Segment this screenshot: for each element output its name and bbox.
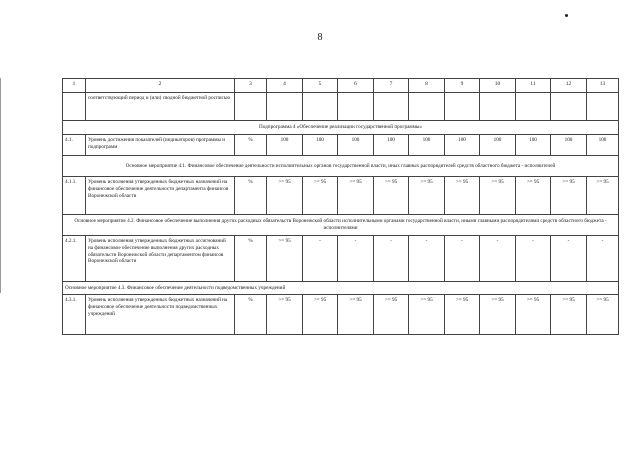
value-cell: >= 95	[267, 177, 303, 215]
value-cell: -	[338, 236, 374, 282]
value-cell: -	[409, 236, 445, 282]
header-cell: 4	[267, 79, 303, 93]
unit-cell: %	[235, 177, 267, 215]
table-row	[63, 236, 619, 282]
value-cell: -	[445, 236, 480, 282]
value-cell: -	[516, 236, 551, 282]
indicator-text: Уровень исполнения утвержденных бюджетных ассигнований на финансовое обеспечение выполнения других расходных обязательств Воронежской области департаментом финансов Воронежской области	[86, 236, 235, 282]
header-cell: 12	[551, 79, 587, 93]
value-cell: >= 95	[374, 177, 409, 215]
header-cell: 11	[516, 79, 551, 93]
value-cell: 100	[338, 135, 374, 156]
value-cell: >= 95	[338, 177, 374, 215]
value-cell: -	[303, 236, 338, 282]
header-cell: 9	[445, 79, 480, 93]
value-cell: >= 95	[267, 236, 303, 282]
header-cell: 10	[480, 79, 516, 93]
row-number: 4.1.1.	[63, 177, 86, 215]
header-cell: 13	[587, 79, 619, 93]
value-cell: >= 95	[516, 177, 551, 215]
value-cell: >= 95	[587, 177, 619, 215]
table-row	[63, 93, 619, 121]
value-cell: >= 95	[303, 177, 338, 215]
indicator-text: Уровень достижения показателей (индикаторов) программы и подпрограмм	[86, 135, 235, 156]
value-cell: >= 95	[267, 295, 303, 335]
value-cell: >= 95	[409, 177, 445, 215]
subprogram-row	[63, 121, 619, 135]
header-cell: 6	[338, 79, 374, 93]
table-row	[63, 135, 619, 156]
value-cell: >= 95	[303, 295, 338, 335]
header-cell: 3	[235, 79, 267, 93]
table-row	[63, 177, 619, 215]
value-cell: >= 95	[445, 295, 480, 335]
value-cell: 100	[516, 135, 551, 156]
header-cell: 1	[63, 79, 86, 93]
value-cell: 100	[374, 135, 409, 156]
header-cell: 5	[303, 79, 338, 93]
scan-margin-line	[0, 78, 1, 293]
value-cell: 100	[445, 135, 480, 156]
value-cell: >= 95	[551, 295, 587, 335]
activity-row	[63, 156, 619, 177]
indicators-table	[62, 78, 619, 335]
unit-cell: %	[235, 236, 267, 282]
value-cell: 100	[409, 135, 445, 156]
value-cell: >= 95	[374, 295, 409, 335]
value-cell: >= 95	[445, 177, 480, 215]
activity-row	[63, 215, 619, 236]
value-cell: >= 95	[480, 177, 516, 215]
value-cell: >= 95	[409, 295, 445, 335]
activity-row	[63, 282, 619, 295]
activity-title: Основное мероприятие 4.3. Финансовое обеспечение деятельности подведомственных учреждений	[63, 282, 619, 295]
value-cell: >= 95	[480, 295, 516, 335]
scan-dot	[565, 14, 568, 17]
value-cell: 100	[480, 135, 516, 156]
row-number: 4.2.1.	[63, 236, 86, 282]
header-cell: 2	[86, 79, 235, 93]
unit-cell: %	[235, 295, 267, 335]
value-cell: 100	[267, 135, 303, 156]
indicator-text: Уровень исполнения утвержденных бюджетных назначений на финансовое обеспечение деятельности подведомственных учреждений	[86, 295, 235, 335]
value-cell: >= 95	[338, 295, 374, 335]
value-cell: -	[587, 236, 619, 282]
activity-title: Основное мероприятие 4.1. Финансовое обеспечение деятельности исполнительных органов государственной власти, иных главных распорядителей средств областного бюджета - исполнителей	[63, 156, 619, 177]
indicator-text: соответствующий период и (или) сводной бюджетной росписью	[86, 93, 235, 121]
row-number: 4.3.1.	[63, 295, 86, 335]
value-cell: >= 95	[516, 295, 551, 335]
value-cell: -	[551, 236, 587, 282]
header-cell: 8	[409, 79, 445, 93]
row-number: 4.1.	[63, 135, 86, 156]
header-cell: 7	[374, 79, 409, 93]
table-row	[63, 295, 619, 335]
value-cell: -	[374, 236, 409, 282]
indicator-text: Уровень исполнения утвержденных бюджетных назначений на финансовое обеспечение деятельности департамента финансов Воронежской области	[86, 177, 235, 215]
activity-title: Основное мероприятие 4.2. Финансовое обеспечение выполнения других расходных обязательств Воронежской области исполнительными органами государственной власти, иными главными распорядителями средств областного бюджета - исполнителями	[63, 215, 619, 236]
subprogram-title: Подпрограмма 4 «Обеспечение реализации государственной программы»	[63, 121, 619, 135]
value-cell: 100	[303, 135, 338, 156]
unit-cell: %	[235, 135, 267, 156]
value-cell: >= 95	[587, 295, 619, 335]
value-cell: >= 95	[551, 177, 587, 215]
value-cell: 100	[551, 135, 587, 156]
value-cell: -	[480, 236, 516, 282]
page-number: 8	[317, 32, 323, 43]
header-row	[63, 79, 619, 93]
value-cell: 100	[587, 135, 619, 156]
